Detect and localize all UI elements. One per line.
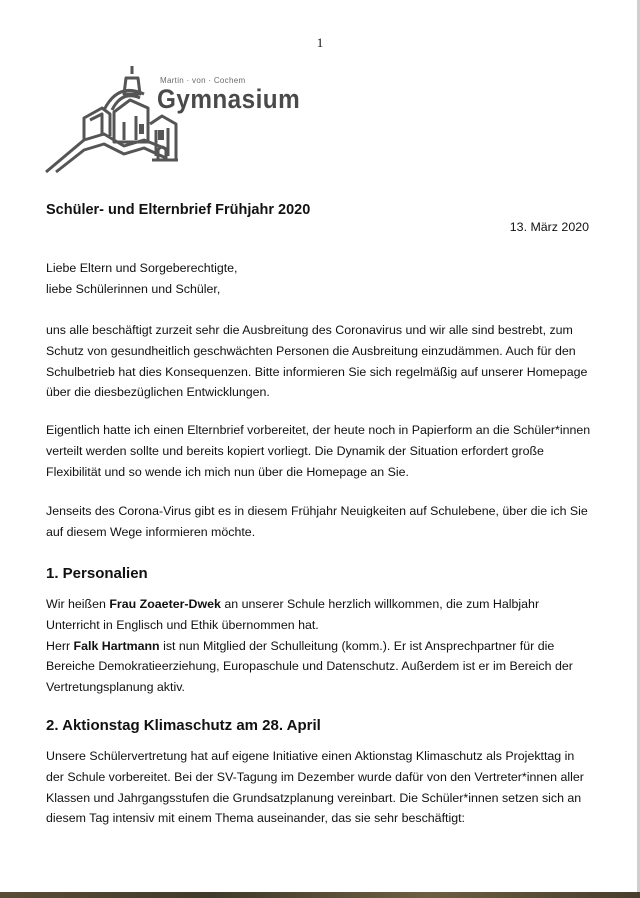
paragraph: Eigentlich hatte ich einen Elternbrief vorbereitet, der heute noch in Papierform an die Schüler*innen verteilt werden sollte und bereits kopiert vorliegt. Die Dynamik der Situation erfordert große Flexibilität und so wende ich mich nun über die Homepage an Sie.: [46, 423, 591, 479]
section-heading: 2. Aktionstag Klimaschutz am 28. April: [46, 717, 321, 734]
text: an unserer Schule herzlich willkommen, die zum Halbjahr Unterricht in Englisch und Ethik übernommen hat.: [46, 597, 540, 632]
paragraph-welcome: [46, 594, 591, 636]
logo-subtitle: Martin · von · Cochem: [160, 76, 246, 85]
section2-body: [46, 746, 591, 829]
section-heading: 1. Personalien: [46, 565, 148, 582]
person-name: Falk Hartmann: [73, 638, 160, 653]
paragraph: uns alle beschäftigt zurzeit sehr die Ausbreitung des Coronavirus und wir alle sind bestrebt, zum Schutz von gesundheitlich geschwächten Personen die Ausbreitung einzudämmen. Auch für den Schulbetrieb hat dies Konsequenzen. Bitte informieren Sie sich regelmäßig auf unserer Homepage über die diesbezüglichen Entwicklungen.: [46, 323, 588, 400]
section1-body: [46, 594, 591, 698]
letter-title: Schüler- und Elternbrief Frühjahr 2020: [46, 202, 311, 218]
page-number: 1: [316, 35, 324, 50]
background-strip: [0, 892, 640, 898]
salutation-line: Liebe Eltern und Sorgeberechtigte,: [46, 261, 238, 275]
person-name: Frau Zoaeter-Dwek: [109, 597, 221, 611]
paragraph: Unsere Schülervertretung hat auf eigene Initiative einen Aktionstag Klimaschutz als Projekttag in der Schule vorbereitet. Bei der SV-Tagung im Dezember wurde dafür von den Vertreter*innen aller Klassen und Jahrgangsstufen die Grundsatzplanung vereinbart. Die Schüler*innen setzen sich an diesem Tag intensiv mit einem Thema auseinander, das sie sehr beschäftigt:: [46, 749, 584, 826]
paragraph: Jenseits des Corona-Virus gibt es in diesem Frühjahr Neuigkeiten auf Schulebene, über die ich Sie auf diesem Wege informieren möchte.: [46, 504, 588, 539]
text: Wir heißen: [46, 597, 110, 611]
paragraph-intro: [46, 320, 591, 403]
logo-wordmark: Gymnasium: [157, 84, 301, 114]
salutation: [46, 258, 591, 300]
paragraph-news: [46, 501, 591, 543]
salutation-line: liebe Schülerinnen und Schüler,: [46, 281, 221, 296]
text: Herr: [46, 638, 74, 653]
paragraph-letter-note: [46, 420, 591, 482]
letter-date: 13. März 2020: [509, 220, 589, 234]
paragraph-leadership: [46, 636, 591, 698]
text: ist nun Mitglied der Schulleitung (komm.). Er ist Ansprechpartner für die Bereiche Demokratieerziehung, Europaschule und Datenschutz. Außerdem ist er im Bereich der Vertretungsplanung aktiv.: [46, 638, 573, 695]
